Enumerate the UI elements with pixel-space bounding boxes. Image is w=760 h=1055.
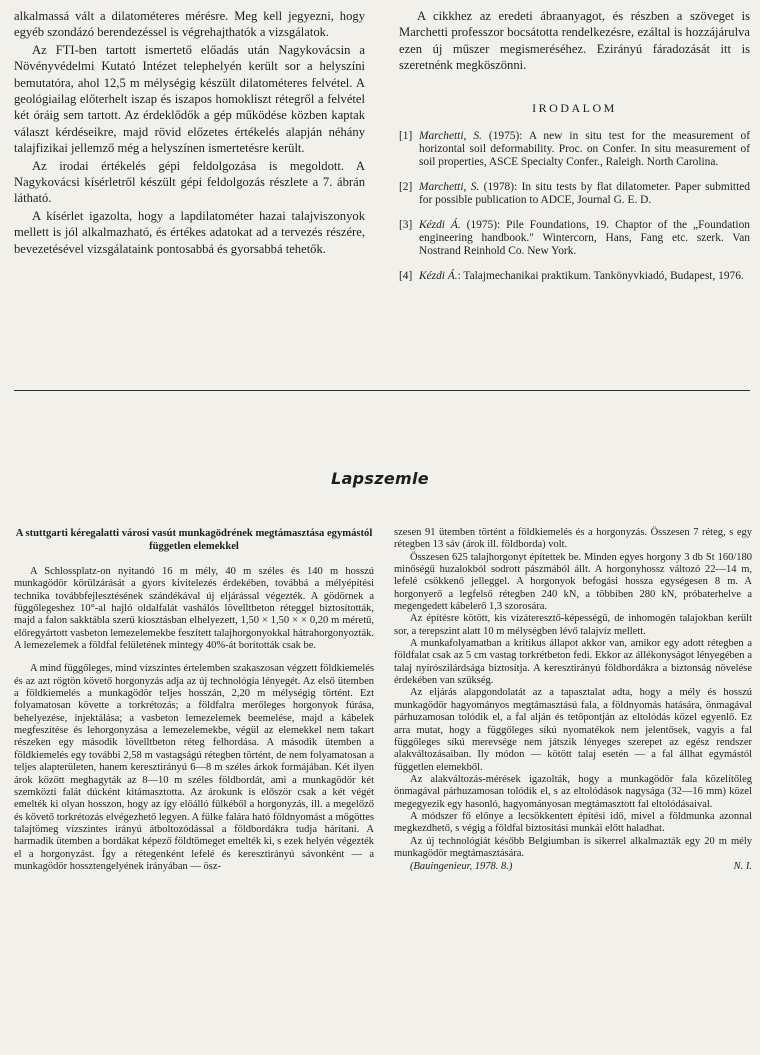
reference-number: [4] [399, 269, 413, 282]
paragraph: Összesen 625 talajhorgonyt építettek be. Minden egyes horgony 3 db St 160/180 minőségű huzalokból sodrott pászmából állt. A horgonyhossz változó 22—14 m, lefelé csökkenő jelleggel. A horgonyok befogási hossza egységesen 8 m. A horgonyerő a legfelső rétegben 240 kN, a többiben 280 kN, próbaterhelve a megengedett kábelerő 1,3 szorosára. [394, 551, 752, 613]
reference-details: (1975): Pile Foundations, 19. Chaptor of the „Foundation engineering handbook." Wintercorn, Hans, Fang etc. szerk. Van Nostrand Reinhold Co. New York. [419, 218, 750, 257]
reference-author: Kézdi Á. [419, 269, 458, 282]
reviewer-initials: N. I. [733, 861, 752, 873]
paragraph: Az irodai értékelés gépi feldolgozása is megoldott. A Nagykovácsi kísérletről készült gépi feldolgozás részlete a 7. ábrán látható. [14, 158, 365, 206]
reference-item [399, 219, 750, 258]
paragraph: Az FTI-ben tartott ismertető előadás után Nagykovácsin a Növényvédelmi Kutató Intézet telephelyén került sor a helyszíni bemutatóra, ahol 12,5 m mélységig készült dilatométeres felvétel. A geológiailag előterhelt iszap és iszapos homokliszt rétegről a felvétel két óráig sem tartott. Az érdeklődők a gép működése közben kaptak választ kérdéseikre, majd rövid előzetes értékelés alapján néhány talajfizikai jellemző még a helyszínen ismertetésre került. [14, 42, 365, 156]
reference-text [419, 219, 750, 258]
reference-text [419, 270, 750, 283]
reference-author: Marchetti, S. [419, 180, 480, 193]
paragraph: A Schlossplatz-on nyitandó 16 m mély, 40 m széles és 140 m hosszú munkagödör körülzárását a gyors kivitelezés érdekében, továbbá a mélyépítési technika továbbfejlesztésének szándékával új eljárással végezték. A gödörnek a függőlegeshez 10°-al hajló oldalfalát vashálós lövelltbeton réteggel biztosították, majd a falon sakktábla szerű kiosztásban elhelyezett, 1,50 × 1,50 × × 0,20 m méretű, előregyártott vasbeton lemezelemekbe feszített talajhorgonyokkal hátrahorgonyozták. A lemezelemek a földfal felületének mintegy 40%-át borították csak be. [14, 566, 374, 652]
paragraph: Az új technológiát később Belgiumban is sikerrel alkalmazták egy 20 m mély munkagödör megtámasztására. [394, 835, 752, 859]
review-right-column [394, 527, 752, 874]
reference-text [419, 130, 750, 169]
reference-details: (1975): A new in situ test for the measurement of horizontal soil deformability. Proc. on Confer. In situ measurement of soil properties, ASCE Specialty Confer., Raleigh. North Carolina. [419, 129, 751, 168]
reference-number: [2] [399, 180, 413, 193]
reference-number: [1] [399, 129, 413, 142]
reference-number: [3] [399, 218, 413, 231]
article-end-column [14, 8, 365, 257]
reference-text [419, 181, 750, 207]
paragraph: Az alakváltozás-mérések igazolták, hogy a munkagödör fala közelítőleg önmagával párhuzamosan tolódik el, s az eltolódások nagysága (32—16 mm) közel megegyezik egy hasonló, hagyományosan megtámasztott fal eltolódásaival. [394, 773, 752, 810]
paragraph: szesen 91 ütemben történt a földkiemelés és a horgonyzás. Összesen 7 réteg, s egy rétegben 13 sáv (árok ill. földborda) volt. [394, 527, 752, 551]
paragraph: Az építésre kötött, kis vízáteresztő-képességű, de inhomogén talajokban került sor, a terepszint alatt 10 m mélységben lévő talajvíz mellett. [394, 613, 752, 637]
paragraph: alkalmassá vált a dilatométeres mérésre. Meg kell jegyezni, hogy egyéb szondázó berendezéssel is végrehajthatók a vizsgálatok. [14, 9, 365, 40]
reference-item [399, 270, 750, 283]
paragraph: A munkafolyamatban a kritikus állapot akkor van, amikor egy adott rétegben a földfalat csak az 5 cm vastag torkrétbeton fedi. Ekkor az állékonyságot lényegében a talaj nyírószilárdsága biztosítja. A keresztirányú földbordákra a biztonság növelése érdekében van szükség. [394, 638, 752, 687]
acknowledgement: A cikkhez az eredeti ábraanyagot, és részben a szöveget is Marchetti professzor bocsátotta rendelkezésre, ezáltal is hozzájárulva ezen új műszer megismeréséhez. Ezirányú fáradozását itt is szeretnénk megköszönni. [399, 9, 750, 73]
paragraph: A mind függőleges, mind vízszintes értelemben szakaszosan végzett földkiemelés és az azt rögtön követő horgonyzás adja az új technológia lényegét. Az első ütemben a földkiemelés a munkagödör teljes hosszán, 2,20 m mélységig történt. Ezt folyamatosan követte a torkrétozás; a földfalra merőleges horgonyok fúrása, behelyezése, injektálása; a vasbeton lemezelemek beemelése, majd a kábelek megfeszítése és lehorgonyzása a lemezelemekbe, végül az elemekkel nem takart részeken egy második lövelltbeton réteg felhordása. A második ütemben a földkiemelés egy további 2,58 m vastagságú rétegben történt, de nem folyamatosan a teljes alapterületen, hanem keresztirányú 6—8 m széles árkok formájában. Két ilyen árok között meghagyták az 8—10 m széles földbordát, ami a munkagödör két szemközti falát dúcként kitámasztotta. Az árokunk is először csak a két végét emelték ki olyan hosszon, hogy az így elöálló fülkéből a horgonyzás, ill. a megelőző és követő torkrétozás elvégezhető legyen. A fülke falára ható földnyomást a mögöttes talajtömeg vízszintes irányú átboltozódással a földbordákra tudja hárítani. A harmadik ütemben a bordákat képező földtömeget emelték ki, s ezek helyén végezték el a horgonyzást. Így a rétegenként lefelé és keresztirányú sávonként — a munkagödör hossztengelyének irányában — ösz- [14, 663, 374, 872]
review-signoff [394, 861, 752, 873]
reference-author: Kézdi Á. [419, 218, 461, 231]
reference-author: Marchetti, S. [419, 129, 482, 142]
section-title: Lapszemle [331, 469, 429, 488]
paragraph: A kísérlet igazolta, hogy a lapdilatométer hazai talajviszonyok mellett is jól alkalmazható, és értékes adatokat ad a tervezés részére, bevezetésével vizsgálataink pontosabbá és gyorsabbá tehetők. [14, 208, 365, 256]
review-article-title: A stuttgarti kéregalatti városi vasút munkagödrének megtámasztása egymástól független elemekkel [15, 528, 373, 552]
acknowledgement-and-references-column [399, 8, 750, 295]
paragraph: A módszer fő előnye a lecsökkentett építési idő, mivel a földmunka azonnal megkezdhető, s végig a földfal biztosítási munkái előtt haladhat. [394, 810, 752, 835]
reference-item [399, 130, 750, 169]
section-divider [14, 390, 750, 391]
review-source: (Bauingenieur, 1978. 8.) [410, 861, 513, 873]
paragraph: Az eljárás alapgondolatát az a tapasztalat adta, hogy a mély és hosszú munkagödör hagyományos megtámasztású fala, a földnyomás hatására, önmagával párhuzamosan tolódik el, a fal alján és tetőpontján az eltolódás közel egyenlő. Ez arra mutat, hogy a függőleges síkú nyomatékok nem jelentősek, vagyis a fal függőleges síkú merevsége nem játszik lényeges szerepet az egész rendszer alakváltozásaiban. Ily módon — kötött talaj esetén — a fal állhat egymástól független elemekből. [394, 687, 752, 773]
reference-details: (1978): In situ tests by flat dilatometer. Paper submitted for possible publication to ADCE, Journal G. E. D. [419, 180, 750, 206]
review-left-column [14, 527, 374, 873]
reference-list [399, 130, 750, 283]
references-heading: IRODALOM [532, 100, 617, 115]
reference-details: : Talajmechanikai praktikum. Tankönyvkiadó, Budapest, 1976. [457, 269, 744, 282]
reference-item [399, 181, 750, 207]
